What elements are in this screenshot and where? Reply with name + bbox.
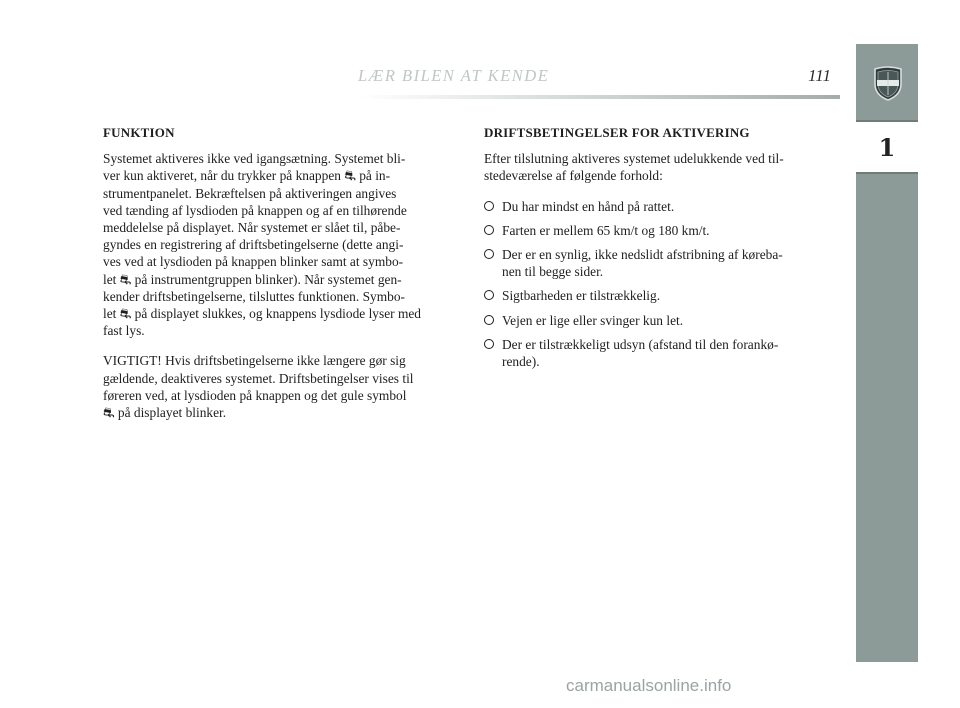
list-item: Sigtbarheden er tilstrækkelig. (484, 287, 840, 304)
left-column (103, 124, 462, 434)
right-column (484, 124, 840, 377)
lancia-shield-icon (869, 64, 907, 102)
body-paragraph: Systemet aktiveres ikke ved igangsætning. Systemet bli- ver kun aktiveret, når du trykker på knappen ⛐ på in- strumentpanelet. Bekræftelsen på aktiveringen angives ved tænding af lysdioden på knappen og af en tilhørende meddelelse på displayet. Når systemet er slået til, påbe- gyndes en registrering af driftsbetingelserne (dette angi- ves ved at lysdioden på knappen blinker samt at symbo- let ⛐ på instrumentgruppen blinker). Når systemet gen- kender driftsbetingelserne, tilsluttes funktionen. Symbo- let ⛐ på displayet slukkes, og knappens lysdiode lyser med fast lys. (103, 151, 421, 339)
running-header-title: LÆR BILEN AT KENDE (358, 66, 550, 85)
footer-watermark: carmanualsonline.info (566, 676, 732, 695)
body-paragraph-important: VIGTIGT! Hvis driftsbetingelserne ikke længere gør sig gældende, deaktiveres systemet. Driftsbetingelser vises til føreren ved, at lysdioden på knappen og det gule symbol ⛐ på displayet blinker. (103, 353, 414, 421)
list-item: Du har mindst en hånd på rattet. (484, 198, 840, 215)
page-number: 111 (808, 66, 831, 85)
header-rule (360, 95, 840, 99)
list-item: Der er tilstrækkeligt udsyn (afstand til den forankø- rende). (484, 336, 840, 370)
chapter-indicator (856, 120, 918, 174)
list-item: Der er en synlig, ikke nedslidt afstribning af køreba- nen til begge sider. (484, 246, 840, 280)
section-heading-driftsbetingelser: DRIFTSBETINGELSER FOR AKTIVERING (484, 125, 750, 140)
list-item: Vejen er lige eller svinger kun let. (484, 312, 840, 329)
section-heading-funktion: FUNKTION (103, 125, 175, 140)
chapter-number: 1 (878, 132, 896, 162)
conditions-list (484, 198, 840, 371)
list-item: Farten er mellem 65 km/t og 180 km/t. (484, 222, 840, 239)
intro-paragraph: Efter tilslutning aktiveres systemet udelukkende ved til- stedeværelse af følgende forhold: (484, 151, 784, 184)
